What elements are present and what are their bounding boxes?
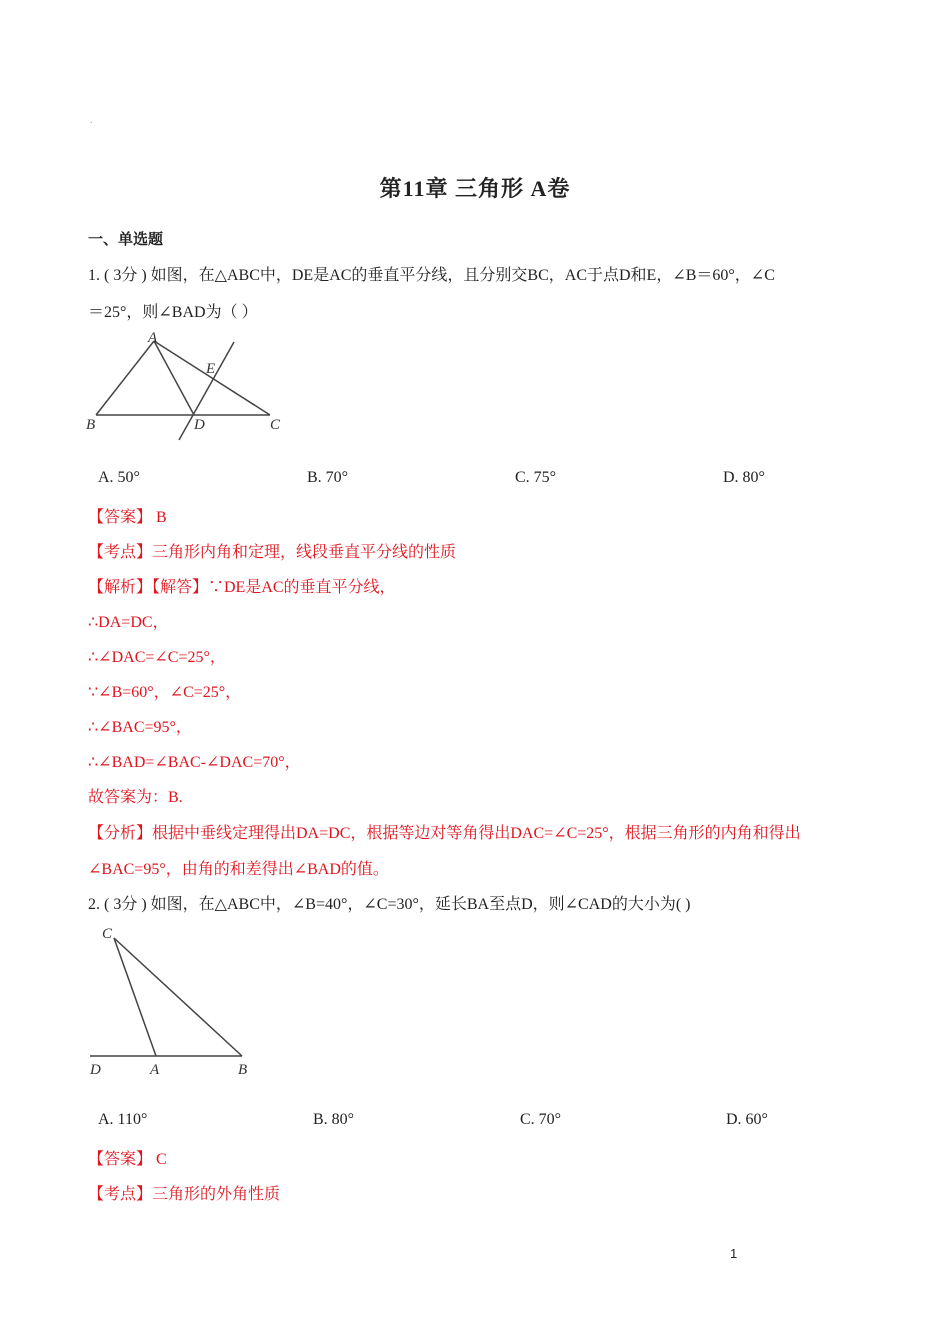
q1-label-e: E <box>206 361 216 377</box>
q1-fenxi-line2: ∠BAC=95°，由角的和差得出∠BAD的值。 <box>88 861 389 878</box>
header-mark: . <box>90 115 93 126</box>
q2-segment-cb <box>114 938 242 1056</box>
q2-option-c: C. 70° <box>520 1111 562 1128</box>
q2-label-c: C <box>102 926 113 942</box>
q1-segment-ab <box>96 341 154 415</box>
q2-kaodian: 【考点】三角形的外角性质 <box>88 1186 281 1203</box>
section-heading: 一、单选题 <box>88 232 164 248</box>
q1-stem-line1: 1. ( 3分 ) 如图，在△ABC中，DE是AC的垂直平分线，且分别交BC，AC于点D和E，∠B＝60°，∠C <box>88 267 775 284</box>
q1-segment-ad <box>154 341 194 415</box>
q2-label-d: D <box>90 1062 101 1078</box>
q2-label-b: B <box>238 1062 248 1078</box>
q1-jiexi-line: ∴∠BAD=∠BAC-∠DAC=70°， <box>88 754 301 771</box>
q1-option-a: A. 50° <box>98 469 140 486</box>
q2-option-a: A. 110° <box>98 1111 148 1128</box>
q1-jiexi-line: 故答案为：B. <box>88 789 183 806</box>
q1-segment-ac <box>154 341 270 415</box>
q1-jiexi-line: ∵∠B=60°，∠C=25°， <box>88 684 242 701</box>
q1-label-a: A <box>148 330 158 346</box>
page-number: 1 <box>730 1246 738 1261</box>
q1-fenxi-line1: 【分析】根据中垂线定理得出DA=DC，根据等边对等角得出DAC=∠C=25°，根据三角形的内角和得出 <box>88 825 801 842</box>
q1-label-d: D <box>194 417 205 433</box>
q1-stem-line2: ＝25°，则∠BAD为（ ） <box>88 304 258 321</box>
q1-jiexi-line: ∴∠DAC=∠C=25°， <box>88 649 226 666</box>
q1-figure <box>84 328 294 446</box>
q2-figure <box>84 920 274 1088</box>
q2-label-a: A <box>150 1062 160 1078</box>
q1-option-b: B. 70° <box>307 469 349 486</box>
q1-kaodian: 【考点】三角形内角和定理，线段垂直平分线的性质 <box>88 544 457 561</box>
q1-perpendicular-bisector <box>179 342 234 440</box>
q2-answer: 【答案】 C <box>88 1151 167 1168</box>
q1-option-d: D. 80° <box>723 469 765 486</box>
q1-jiexi-line: ∴∠BAC=95°， <box>88 719 192 736</box>
q2-segment-ca <box>114 938 156 1056</box>
q2-option-d: D. 60° <box>726 1111 768 1128</box>
q2-stem: 2. ( 3分 ) 如图，在△ABC中，∠B=40°，∠C=30°，延长BA至点D，则∠CAD的大小为( ) <box>88 896 691 913</box>
q1-label-b: B <box>86 417 96 433</box>
page-title: 第11章 三角形 A卷 <box>379 176 571 201</box>
q2-option-b: B. 80° <box>313 1111 355 1128</box>
q1-answer: 【答案】 B <box>88 509 167 526</box>
q1-jiexi-line: ∴DA=DC， <box>88 614 169 631</box>
q1-jiexi-line: 【解析】【解答】∵DE是AC的垂直平分线， <box>88 579 396 596</box>
q1-option-c: C. 75° <box>515 469 557 486</box>
q1-label-c: C <box>270 417 281 433</box>
